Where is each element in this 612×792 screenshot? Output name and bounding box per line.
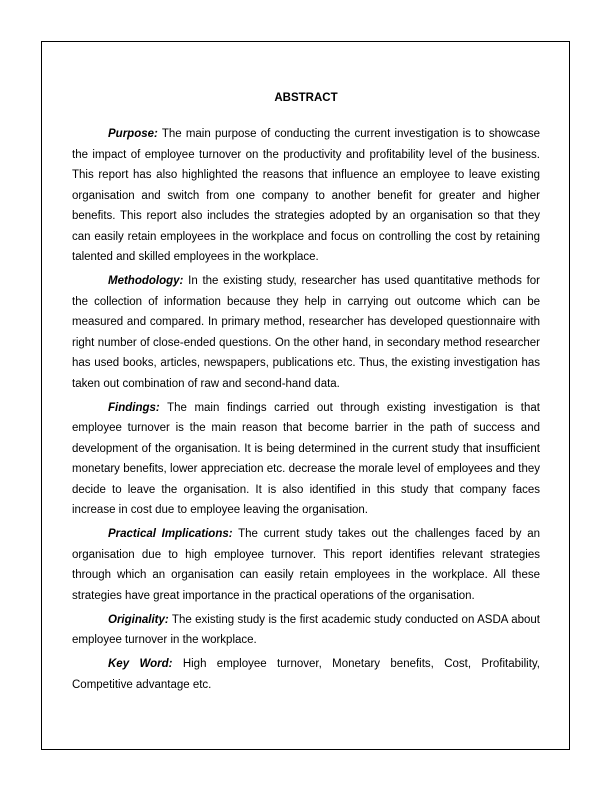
document-body <box>72 90 540 699</box>
findings-paragraph <box>72 398 540 521</box>
purpose-paragraph <box>72 124 540 268</box>
purpose-heading: Purpose: <box>108 128 158 140</box>
originality-heading: Originality: <box>108 613 169 626</box>
originality-text: The existing study is the first academic study conducted on ASDA about employee turnover in the workplace. <box>72 613 540 646</box>
page-title: ABSTRACT <box>274 92 338 104</box>
originality-paragraph <box>72 610 540 651</box>
findings-heading: Findings: <box>108 401 160 414</box>
practical-implications-paragraph <box>72 524 540 606</box>
findings-text: The main findings carried out through existing investigation is that employee turnover is the main reason that become barrier in the path of success and development of the organisation. It is being determined in the current study that insufficient monetary benefits, lower appreciation etc. decrease the morale level of employees and they decide to leave the organisation. It is also identified in this study that company faces increase in cost due to employee leaving the organisation. <box>72 401 540 516</box>
key-word-heading: Key Word: <box>108 658 173 670</box>
methodology-paragraph <box>72 271 540 394</box>
methodology-heading: Methodology: <box>108 275 184 287</box>
practical-implications-text: The current study takes out the challenges faced by an organisation due to high employee turnover. This report identifies relevant strategies through which an organisation can easily retain employees in the workplace. All these strategies have great importance in the practical operations of the organisation. <box>72 528 540 602</box>
methodology-text: In the existing study, researcher has used quantitative methods for the collection of information because they help in carrying out outcome which can be measured and compared. In primary method, researcher has developed questionnaire with right number of close-ended questions. On the other hand, in secondary method researcher has used books, articles, newspapers, publications etc. Thus, the existing investigation has taken out combination of raw and second-hand data. <box>72 275 540 390</box>
key-word-text: High employee turnover, Monetary benefits, Cost, Profitability, Competitive advantage etc. <box>72 658 540 691</box>
practical-implications-heading: Practical Implications: <box>108 528 233 540</box>
key-word-paragraph <box>72 654 540 695</box>
purpose-text: The main purpose of conducting the current investigation is to showcase the impact of employee turnover on the productivity and profitability level of the business. This report has also highlighted the reasons that influence an employee to leave existing organisation and switch from one company to another benefit for greater and higher benefits. This report also includes the strategies adopted by an organisation so that they can easily retain employees in the workplace and focus on controlling the cost by retaining talented and skilled employees in the workplace. <box>72 128 540 263</box>
